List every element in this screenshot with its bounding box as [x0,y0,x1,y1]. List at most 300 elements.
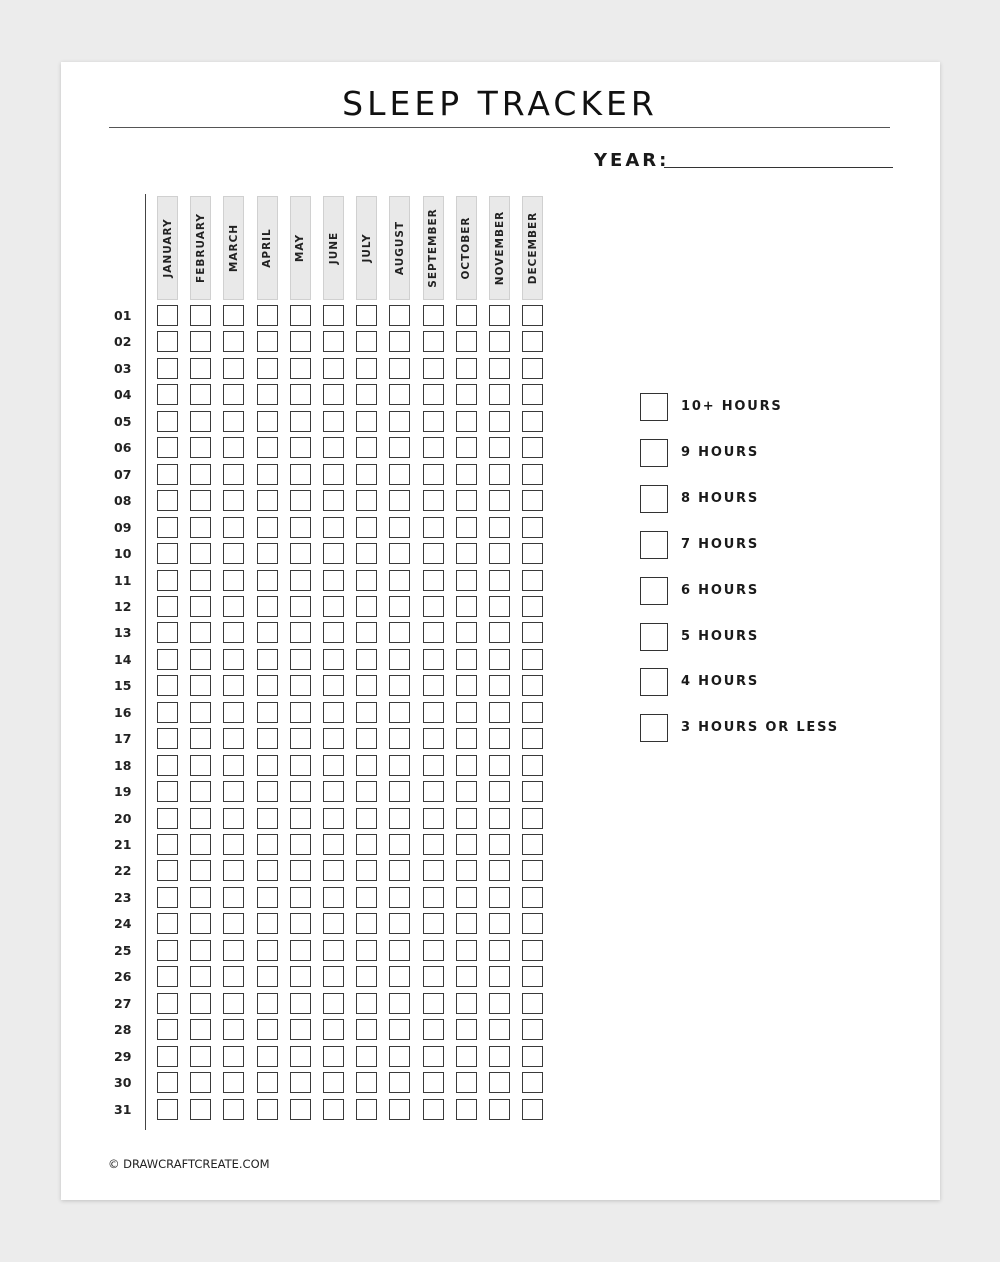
day-cell[interactable] [157,437,178,458]
day-cell[interactable] [456,1046,477,1067]
day-cell[interactable] [190,305,211,326]
day-cell[interactable] [389,887,410,908]
day-cell[interactable] [456,834,477,855]
day-cell[interactable] [157,887,178,908]
day-cell[interactable] [423,331,444,352]
day-cell[interactable] [423,543,444,564]
legend-color-box[interactable] [640,439,668,467]
day-cell[interactable] [489,781,510,802]
day-cell[interactable] [290,808,311,829]
day-cell[interactable] [223,781,244,802]
day-cell[interactable] [190,464,211,485]
day-cell[interactable] [456,464,477,485]
day-cell[interactable] [389,543,410,564]
day-cell[interactable] [257,622,278,643]
day-cell[interactable] [489,913,510,934]
day-cell[interactable] [157,1072,178,1093]
day-cell[interactable] [223,384,244,405]
day-cell[interactable] [522,570,543,591]
day-cell[interactable] [456,808,477,829]
day-cell[interactable] [356,411,377,432]
day-cell[interactable] [356,993,377,1014]
day-cell[interactable] [223,1046,244,1067]
day-cell[interactable] [522,728,543,749]
day-cell[interactable] [389,808,410,829]
day-cell[interactable] [190,517,211,538]
day-cell[interactable] [290,1099,311,1120]
day-cell[interactable] [323,649,344,670]
day-cell[interactable] [522,649,543,670]
day-cell[interactable] [290,411,311,432]
day-cell[interactable] [456,649,477,670]
day-cell[interactable] [157,384,178,405]
day-cell[interactable] [522,1072,543,1093]
day-cell[interactable] [389,702,410,723]
day-cell[interactable] [489,966,510,987]
day-cell[interactable] [389,384,410,405]
day-cell[interactable] [356,305,377,326]
day-cell[interactable] [456,411,477,432]
day-cell[interactable] [223,860,244,881]
day-cell[interactable] [157,675,178,696]
day-cell[interactable] [389,860,410,881]
day-cell[interactable] [323,1099,344,1120]
day-cell[interactable] [456,331,477,352]
day-cell[interactable] [290,305,311,326]
day-cell[interactable] [356,834,377,855]
day-cell[interactable] [522,596,543,617]
day-cell[interactable] [389,1046,410,1067]
day-cell[interactable] [423,1072,444,1093]
day-cell[interactable] [323,411,344,432]
day-cell[interactable] [290,913,311,934]
day-cell[interactable] [290,596,311,617]
day-cell[interactable] [190,781,211,802]
day-cell[interactable] [223,887,244,908]
day-cell[interactable] [257,331,278,352]
day-cell[interactable] [423,570,444,591]
day-cell[interactable] [356,702,377,723]
legend-color-box[interactable] [640,393,668,421]
day-cell[interactable] [323,384,344,405]
day-cell[interactable] [456,728,477,749]
day-cell[interactable] [356,384,377,405]
day-cell[interactable] [323,1046,344,1067]
day-cell[interactable] [522,993,543,1014]
day-cell[interactable] [456,966,477,987]
day-cell[interactable] [423,517,444,538]
day-cell[interactable] [522,464,543,485]
day-cell[interactable] [489,1072,510,1093]
day-cell[interactable] [389,649,410,670]
day-cell[interactable] [489,358,510,379]
day-cell[interactable] [456,437,477,458]
day-cell[interactable] [522,358,543,379]
day-cell[interactable] [323,940,344,961]
day-cell[interactable] [389,490,410,511]
day-cell[interactable] [389,464,410,485]
day-cell[interactable] [489,702,510,723]
day-cell[interactable] [257,887,278,908]
day-cell[interactable] [223,1099,244,1120]
day-cell[interactable] [157,596,178,617]
day-cell[interactable] [290,622,311,643]
day-cell[interactable] [323,358,344,379]
day-cell[interactable] [522,1019,543,1040]
day-cell[interactable] [489,331,510,352]
day-cell[interactable] [456,570,477,591]
day-cell[interactable] [522,411,543,432]
day-cell[interactable] [489,940,510,961]
day-cell[interactable] [290,331,311,352]
day-cell[interactable] [323,331,344,352]
day-cell[interactable] [257,966,278,987]
day-cell[interactable] [522,622,543,643]
day-cell[interactable] [323,834,344,855]
day-cell[interactable] [157,860,178,881]
day-cell[interactable] [356,675,377,696]
day-cell[interactable] [157,940,178,961]
day-cell[interactable] [323,860,344,881]
day-cell[interactable] [356,570,377,591]
day-cell[interactable] [223,993,244,1014]
day-cell[interactable] [456,940,477,961]
day-cell[interactable] [223,305,244,326]
year-field[interactable] [664,167,893,168]
day-cell[interactable] [522,860,543,881]
day-cell[interactable] [257,649,278,670]
day-cell[interactable] [522,940,543,961]
day-cell[interactable] [257,1099,278,1120]
day-cell[interactable] [323,755,344,776]
day-cell[interactable] [389,570,410,591]
day-cell[interactable] [223,913,244,934]
day-cell[interactable] [223,675,244,696]
day-cell[interactable] [223,834,244,855]
day-cell[interactable] [356,755,377,776]
day-cell[interactable] [257,543,278,564]
day-cell[interactable] [356,1072,377,1093]
day-cell[interactable] [356,358,377,379]
day-cell[interactable] [389,913,410,934]
day-cell[interactable] [522,913,543,934]
day-cell[interactable] [522,1046,543,1067]
day-cell[interactable] [456,517,477,538]
day-cell[interactable] [423,1019,444,1040]
day-cell[interactable] [522,755,543,776]
day-cell[interactable] [522,834,543,855]
day-cell[interactable] [522,966,543,987]
day-cell[interactable] [423,966,444,987]
day-cell[interactable] [257,596,278,617]
day-cell[interactable] [257,305,278,326]
day-cell[interactable] [157,808,178,829]
day-cell[interactable] [157,411,178,432]
day-cell[interactable] [290,543,311,564]
day-cell[interactable] [356,860,377,881]
day-cell[interactable] [356,464,377,485]
day-cell[interactable] [223,649,244,670]
day-cell[interactable] [356,966,377,987]
day-cell[interactable] [423,755,444,776]
day-cell[interactable] [489,728,510,749]
day-cell[interactable] [290,517,311,538]
day-cell[interactable] [290,755,311,776]
day-cell[interactable] [356,517,377,538]
day-cell[interactable] [290,834,311,855]
day-cell[interactable] [257,755,278,776]
day-cell[interactable] [223,543,244,564]
day-cell[interactable] [290,1072,311,1093]
day-cell[interactable] [223,622,244,643]
day-cell[interactable] [323,543,344,564]
day-cell[interactable] [456,675,477,696]
day-cell[interactable] [489,464,510,485]
day-cell[interactable] [389,622,410,643]
day-cell[interactable] [456,384,477,405]
day-cell[interactable] [290,860,311,881]
day-cell[interactable] [323,993,344,1014]
day-cell[interactable] [190,649,211,670]
day-cell[interactable] [190,913,211,934]
day-cell[interactable] [356,781,377,802]
day-cell[interactable] [190,1099,211,1120]
day-cell[interactable] [456,781,477,802]
day-cell[interactable] [423,781,444,802]
day-cell[interactable] [389,781,410,802]
day-cell[interactable] [290,570,311,591]
day-cell[interactable] [456,913,477,934]
day-cell[interactable] [389,966,410,987]
day-cell[interactable] [323,781,344,802]
day-cell[interactable] [257,358,278,379]
day-cell[interactable] [522,384,543,405]
legend-color-box[interactable] [640,623,668,651]
day-cell[interactable] [157,543,178,564]
day-cell[interactable] [522,781,543,802]
day-cell[interactable] [190,596,211,617]
day-cell[interactable] [257,1019,278,1040]
day-cell[interactable] [389,993,410,1014]
day-cell[interactable] [157,834,178,855]
day-cell[interactable] [323,966,344,987]
day-cell[interactable] [190,675,211,696]
day-cell[interactable] [423,993,444,1014]
day-cell[interactable] [157,622,178,643]
day-cell[interactable] [423,622,444,643]
day-cell[interactable] [190,384,211,405]
day-cell[interactable] [389,755,410,776]
day-cell[interactable] [489,622,510,643]
day-cell[interactable] [489,993,510,1014]
day-cell[interactable] [489,755,510,776]
day-cell[interactable] [157,1046,178,1067]
day-cell[interactable] [489,808,510,829]
day-cell[interactable] [323,570,344,591]
day-cell[interactable] [356,622,377,643]
day-cell[interactable] [223,358,244,379]
day-cell[interactable] [456,490,477,511]
day-cell[interactable] [190,437,211,458]
day-cell[interactable] [157,993,178,1014]
day-cell[interactable] [389,358,410,379]
legend-color-box[interactable] [640,714,668,742]
day-cell[interactable] [157,1019,178,1040]
day-cell[interactable] [423,437,444,458]
day-cell[interactable] [223,411,244,432]
day-cell[interactable] [323,517,344,538]
day-cell[interactable] [190,543,211,564]
day-cell[interactable] [223,728,244,749]
day-cell[interactable] [489,1046,510,1067]
day-cell[interactable] [257,464,278,485]
day-cell[interactable] [456,860,477,881]
day-cell[interactable] [423,490,444,511]
day-cell[interactable] [257,384,278,405]
day-cell[interactable] [157,517,178,538]
day-cell[interactable] [157,781,178,802]
day-cell[interactable] [157,728,178,749]
day-cell[interactable] [323,913,344,934]
day-cell[interactable] [389,596,410,617]
day-cell[interactable] [190,966,211,987]
day-cell[interactable] [522,887,543,908]
day-cell[interactable] [190,755,211,776]
day-cell[interactable] [356,437,377,458]
day-cell[interactable] [190,1046,211,1067]
day-cell[interactable] [190,993,211,1014]
day-cell[interactable] [290,993,311,1014]
day-cell[interactable] [423,1046,444,1067]
day-cell[interactable] [190,834,211,855]
day-cell[interactable] [522,517,543,538]
day-cell[interactable] [489,834,510,855]
day-cell[interactable] [223,517,244,538]
day-cell[interactable] [522,675,543,696]
day-cell[interactable] [389,1019,410,1040]
day-cell[interactable] [290,1019,311,1040]
day-cell[interactable] [290,728,311,749]
day-cell[interactable] [423,808,444,829]
legend-color-box[interactable] [640,531,668,559]
day-cell[interactable] [190,622,211,643]
day-cell[interactable] [522,702,543,723]
day-cell[interactable] [157,966,178,987]
day-cell[interactable] [522,305,543,326]
day-cell[interactable] [323,1072,344,1093]
day-cell[interactable] [323,490,344,511]
legend-color-box[interactable] [640,668,668,696]
day-cell[interactable] [356,887,377,908]
day-cell[interactable] [157,649,178,670]
day-cell[interactable] [290,675,311,696]
day-cell[interactable] [257,411,278,432]
day-cell[interactable] [389,1099,410,1120]
day-cell[interactable] [489,437,510,458]
day-cell[interactable] [190,1019,211,1040]
day-cell[interactable] [190,358,211,379]
day-cell[interactable] [323,305,344,326]
day-cell[interactable] [190,1072,211,1093]
day-cell[interactable] [423,411,444,432]
day-cell[interactable] [157,464,178,485]
day-cell[interactable] [257,834,278,855]
day-cell[interactable] [223,1072,244,1093]
day-cell[interactable] [356,728,377,749]
day-cell[interactable] [356,331,377,352]
day-cell[interactable] [423,675,444,696]
day-cell[interactable] [223,570,244,591]
day-cell[interactable] [356,808,377,829]
day-cell[interactable] [157,490,178,511]
day-cell[interactable] [522,437,543,458]
day-cell[interactable] [356,543,377,564]
day-cell[interactable] [456,1099,477,1120]
day-cell[interactable] [456,622,477,643]
day-cell[interactable] [257,860,278,881]
day-cell[interactable] [356,596,377,617]
day-cell[interactable] [190,728,211,749]
day-cell[interactable] [323,702,344,723]
day-cell[interactable] [190,331,211,352]
day-cell[interactable] [290,649,311,670]
day-cell[interactable] [223,1019,244,1040]
day-cell[interactable] [190,570,211,591]
day-cell[interactable] [489,649,510,670]
day-cell[interactable] [157,305,178,326]
day-cell[interactable] [257,728,278,749]
day-cell[interactable] [389,331,410,352]
day-cell[interactable] [456,993,477,1014]
day-cell[interactable] [323,887,344,908]
day-cell[interactable] [489,517,510,538]
day-cell[interactable] [157,570,178,591]
day-cell[interactable] [456,305,477,326]
day-cell[interactable] [456,1019,477,1040]
day-cell[interactable] [190,808,211,829]
day-cell[interactable] [257,517,278,538]
day-cell[interactable] [423,358,444,379]
day-cell[interactable] [389,728,410,749]
day-cell[interactable] [456,543,477,564]
day-cell[interactable] [223,464,244,485]
day-cell[interactable] [257,1072,278,1093]
day-cell[interactable] [356,1099,377,1120]
day-cell[interactable] [190,940,211,961]
day-cell[interactable] [489,1019,510,1040]
day-cell[interactable] [423,649,444,670]
day-cell[interactable] [223,596,244,617]
day-cell[interactable] [423,464,444,485]
day-cell[interactable] [389,834,410,855]
day-cell[interactable] [423,596,444,617]
day-cell[interactable] [489,305,510,326]
day-cell[interactable] [290,966,311,987]
day-cell[interactable] [389,940,410,961]
day-cell[interactable] [257,781,278,802]
day-cell[interactable] [522,808,543,829]
day-cell[interactable] [223,331,244,352]
day-cell[interactable] [157,358,178,379]
day-cell[interactable] [157,913,178,934]
day-cell[interactable] [456,887,477,908]
day-cell[interactable] [257,808,278,829]
day-cell[interactable] [489,860,510,881]
day-cell[interactable] [257,1046,278,1067]
day-cell[interactable] [223,755,244,776]
day-cell[interactable] [190,860,211,881]
day-cell[interactable] [157,755,178,776]
